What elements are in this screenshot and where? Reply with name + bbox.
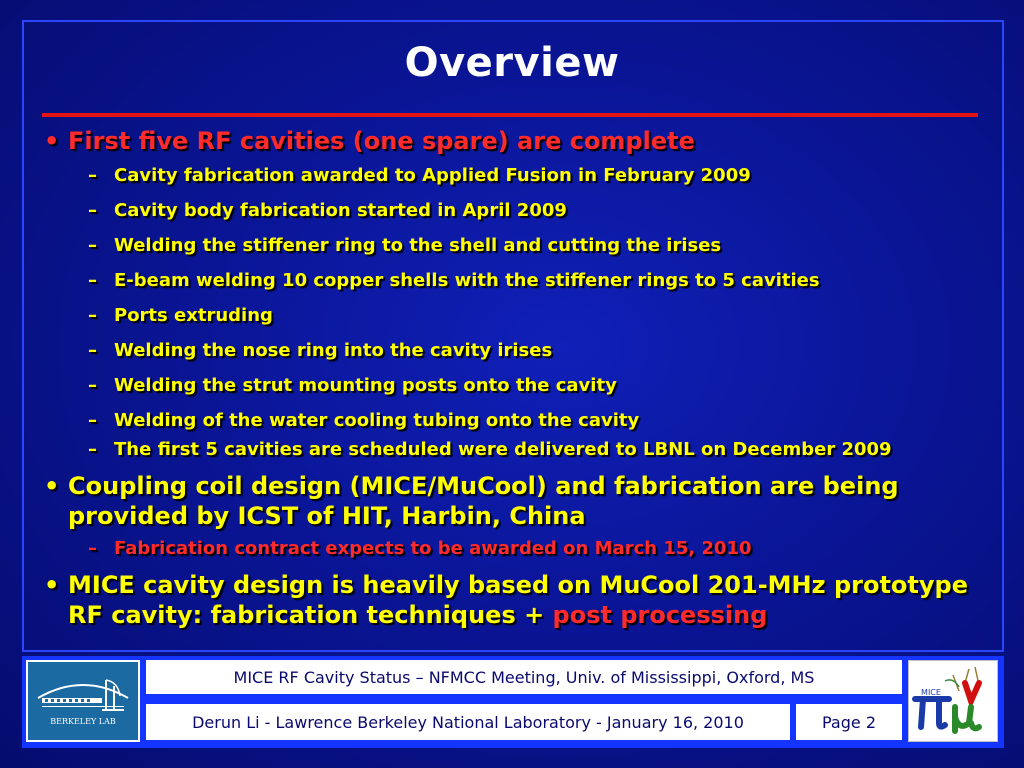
sub-item-text: Ports extruding (114, 305, 273, 326)
sub-item: – The first 5 cavities are scheduled were delivered to LBNL on December 2009 (88, 439, 892, 460)
sub-item-text: Welding the stiffener ring to the shell and cutting the irises (114, 235, 722, 256)
sub-item: – Cavity fabrication awarded to Applied Fusion in February 2009 (88, 165, 751, 186)
bullet-dot: • (44, 472, 60, 500)
bullet-3-highlight: post processing (552, 601, 768, 629)
bullet-3-text (68, 570, 968, 630)
bullet-2-text (68, 471, 899, 531)
bullet-3-line1: MICE cavity design is heavily based on MuCool 201-MHz prototype (68, 571, 968, 599)
berkeley-lab-logo-text: BERKELEY LAB (50, 717, 116, 726)
sub-item-text: Cavity fabrication awarded to Applied Fusion in February 2009 (114, 165, 751, 186)
slide-title: Overview (404, 40, 620, 86)
sub-item: – E-beam welding 10 copper shells with the stiffener rings to 5 cavities (88, 270, 820, 291)
footer-meeting-info: MICE RF Cavity Status – NFMCC Meeting, Univ. of Mississippi, Oxford, MS (146, 660, 902, 694)
bullet-1 (44, 126, 994, 156)
sub-item-text: Cavity body fabrication started in April 2009 (114, 200, 567, 221)
sub-item: – Cavity body fabrication started in April 2009 (88, 200, 567, 221)
sub-item: – Fabrication contract expects to be awarded on March 15, 2010 (88, 538, 752, 559)
slide-content (44, 126, 994, 630)
bullet-3 (44, 570, 994, 630)
mice-pi-mu-logo-icon (908, 660, 998, 742)
mice-logo-text: MICE (921, 688, 941, 697)
page-number: Page 2 (796, 704, 902, 740)
bullet-2 (44, 471, 994, 531)
bullet-2-line2: provided by ICST of HIT, Harbin, China (68, 502, 586, 530)
sub-item-text: Welding of the water cooling tubing onto the cavity (114, 410, 640, 431)
bullet-dot: • (44, 571, 60, 599)
sub-item: – Welding the nose ring into the cavity irises (88, 340, 553, 361)
sub-item-text: E-beam welding 10 copper shells with the stiffener rings to 5 cavities (114, 270, 820, 291)
title-divider (42, 113, 978, 117)
sub-item: – Ports extruding (88, 305, 273, 326)
sub-item: – Welding the stiffener ring to the shell and cutting the irises (88, 235, 722, 256)
bullet-3-line2: RF cavity: fabrication techniques + (68, 601, 553, 629)
sub-item-text: Welding the nose ring into the cavity irises (114, 340, 553, 361)
berkeley-lab-logo-graphic (28, 662, 138, 740)
sub-item-text: The first 5 cavities are scheduled were delivered to LBNL on December 2009 (114, 439, 892, 460)
mice-logo-graphic (909, 661, 997, 741)
bullet-1-text: First five RF cavities (one spare) are complete (68, 127, 695, 155)
sub-item-text: Fabrication contract expects to be awarded on March 15, 2010 (114, 538, 752, 559)
bullet-dot: • (44, 127, 60, 155)
bullet-2-line1: Coupling coil design (MICE/MuCool) and fabrication are being (68, 472, 899, 500)
berkeley-lab-logo-icon (26, 660, 140, 742)
sub-item-text: Welding the strut mounting posts onto the cavity (114, 375, 617, 396)
sub-item: – Welding of the water cooling tubing onto the cavity (88, 410, 640, 431)
footer-author-info: Derun Li - Lawrence Berkeley National Laboratory - January 16, 2010 (146, 704, 790, 740)
sub-item: – Welding the strut mounting posts onto the cavity (88, 375, 617, 396)
